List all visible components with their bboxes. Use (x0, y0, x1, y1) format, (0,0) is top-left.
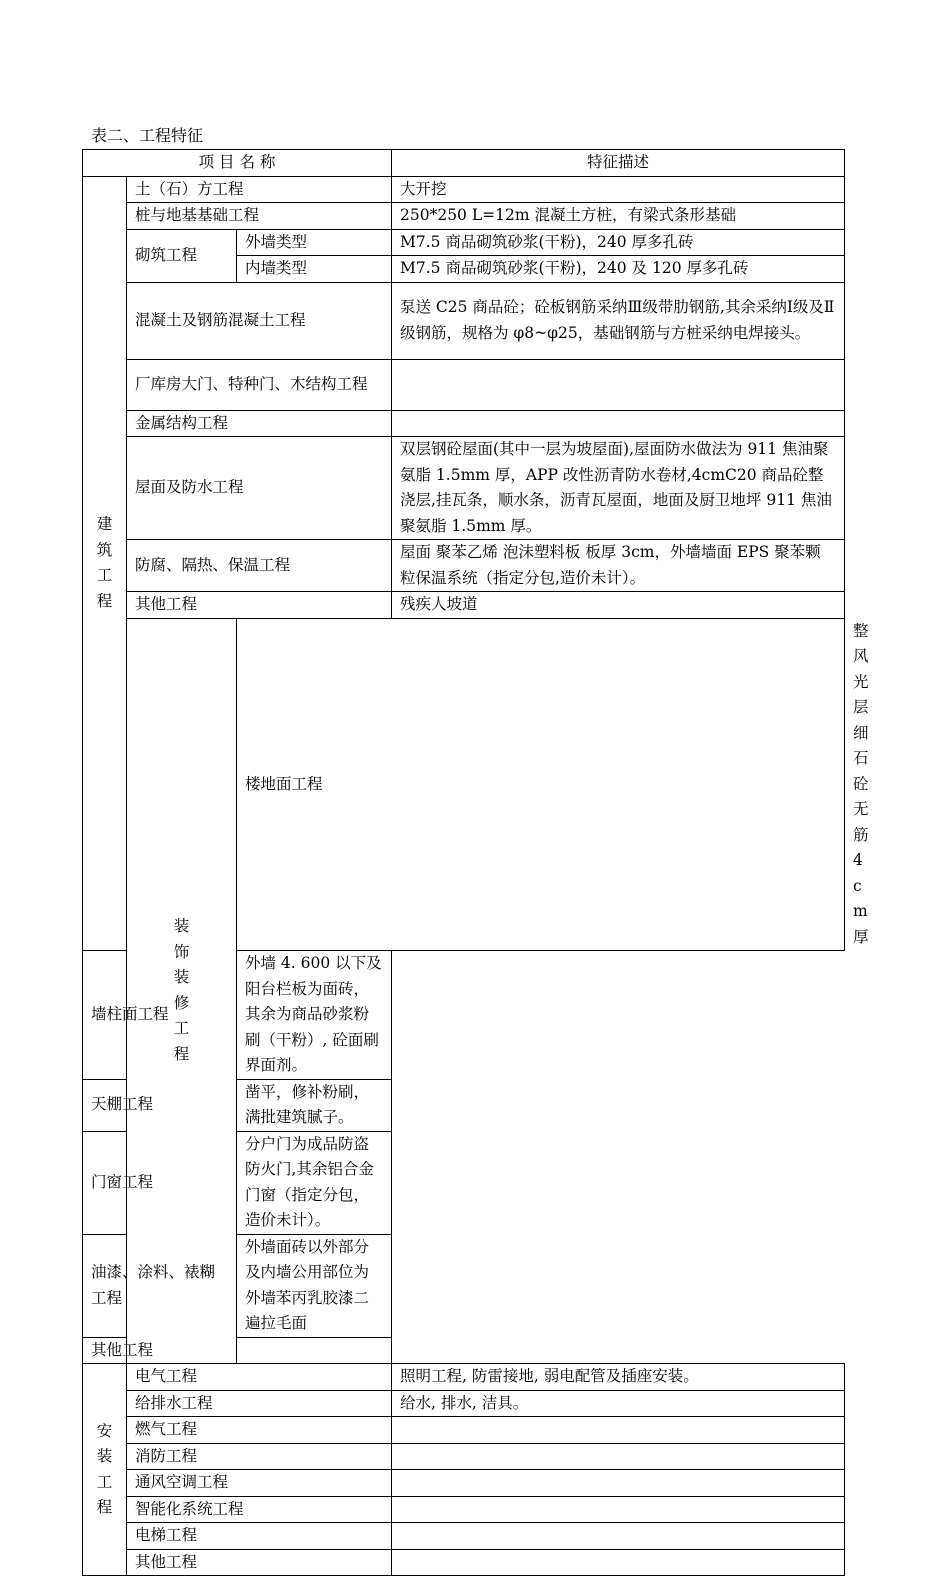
table-row (83, 951, 845, 1080)
item-name: 厂库房大门、特种门、木结构工程 (127, 359, 392, 410)
item-description: M7.5 商品砌筑砂浆(干粉)，240 厚多孔砖 (392, 229, 845, 256)
table-row (83, 1443, 845, 1470)
item-name: 天棚工程 (83, 1079, 237, 1131)
item-description: 250*250 L=12m 混凝土方桩，有梁式条形基础 (392, 203, 845, 230)
item-name: 桩与地基基础工程 (127, 203, 392, 230)
item-description: 残疾人坡道 (392, 592, 845, 619)
table-row (83, 1337, 845, 1364)
item-name: 其他工程 (127, 1549, 392, 1576)
header-feature-description: 特征描述 (392, 150, 845, 177)
table-row (83, 1417, 845, 1444)
table-row (83, 410, 845, 437)
table-row (83, 229, 845, 256)
item-name: 其他工程 (127, 592, 392, 619)
category-building (83, 176, 127, 951)
table-row (83, 203, 845, 230)
item-description: 屋面 聚苯乙烯 泡沫塑料板 板厚 3cm，外墙墙面 EPS 聚苯颗粒保温系统（指定分包,造价未计）。 (392, 540, 845, 592)
category-label: 建筑工程 (96, 515, 113, 610)
item-name: 燃气工程 (127, 1417, 392, 1444)
table-row (83, 176, 845, 203)
item-name: 土（石）方工程 (127, 176, 392, 203)
table-row (83, 1390, 845, 1417)
engineering-features-table (82, 149, 869, 1576)
category-label: 装饰装修工程 (173, 917, 190, 1063)
table-row: 装饰装修工程 楼地面工程 整风光层细石砼 无筋 4cm 厚 (83, 618, 845, 951)
table-row (83, 1496, 845, 1523)
item-description: 给水, 排水, 洁具。 (392, 1390, 845, 1417)
item-name: 墙柱面工程 (83, 951, 237, 1080)
item-description (392, 1549, 845, 1576)
table-row (83, 359, 845, 410)
item-name: 电梯工程 (127, 1523, 392, 1550)
table-row (83, 1131, 845, 1234)
category-installation (83, 1364, 127, 1576)
item-name: 消防工程 (127, 1443, 392, 1470)
item-name: 金属结构工程 (127, 410, 392, 437)
item-description: 双层钢砼屋面(其中一层为坡屋面),屋面防水做法为 911 焦油聚氨脂 1.5mm 厚，APP 改性沥青防水卷材,4cmC20 商品砼整浇层,挂瓦条，顺水条，沥青瓦屋面，地面及厨卫地坪 911 焦油聚氨脂 1.5mm 厚。 (392, 437, 845, 540)
item-name: 砌筑工程 (127, 229, 237, 282)
item-name: 防腐、隔热、保温工程 (127, 540, 392, 592)
item-name: 给排水工程 (127, 1390, 392, 1417)
header-item-name: 项 目 名 称 (83, 150, 392, 177)
item-name: 楼地面工程 (237, 618, 845, 951)
table-row (83, 1234, 845, 1337)
item-description (392, 1496, 845, 1523)
table-row (83, 592, 845, 619)
table-caption: 表二、工程特征 (91, 126, 204, 145)
item-name: 混凝土及钢筋混凝土工程 (127, 282, 392, 359)
sub-item-name: 外墙类型 (237, 229, 392, 256)
item-description (392, 1523, 845, 1550)
item-name: 其他工程 (83, 1337, 237, 1364)
item-description: 大开挖 (392, 176, 845, 203)
item-description: 外墙面砖以外部分及内墙公用部位为外墙苯丙乳胶漆二遍拉毛面 (237, 1234, 392, 1337)
item-description: 分户门为成品防盗防火门,其余铝合金门窗（指定分包，造价未计）。 (237, 1131, 392, 1234)
table-row (83, 282, 845, 359)
item-name: 油漆、涂料、裱糊工程 (83, 1234, 237, 1337)
table-row (83, 1079, 845, 1131)
item-name: 通风空调工程 (127, 1470, 392, 1497)
item-description: 凿平，修补粉刷，满批建筑腻子。 (237, 1079, 392, 1131)
item-description: 泵送 C25 商品砼；砼板钢筋采纳Ⅲ级带肋钢筋,其余采纳Ⅰ级及Ⅱ级钢筋，规格为 φ8~φ25，基础钢筋与方桩采纳电焊接头。 (392, 282, 845, 359)
item-description (392, 1417, 845, 1444)
item-description (392, 410, 845, 437)
item-description: 照明工程, 防雷接地, 弱电配管及插座安装。 (392, 1364, 845, 1391)
table-row (83, 437, 845, 540)
item-name: 门窗工程 (83, 1131, 237, 1234)
category-label: 安装工程 (96, 1421, 113, 1516)
item-description (392, 359, 845, 410)
table-row (83, 1549, 845, 1576)
table-row (83, 540, 845, 592)
table-row (83, 1364, 845, 1391)
item-description: M7.5 商品砌筑砂浆(干粉)，240 及 120 厚多孔砖 (392, 256, 845, 283)
sub-item-name: 内墙类型 (237, 256, 392, 283)
item-name: 屋面及防水工程 (127, 437, 392, 540)
item-name: 智能化系统工程 (127, 1496, 392, 1523)
table-header-row (83, 150, 845, 177)
item-description (392, 1470, 845, 1497)
item-description (392, 1443, 845, 1470)
item-description (237, 1337, 392, 1364)
table-row (83, 1470, 845, 1497)
table-row (83, 1523, 845, 1550)
item-name: 电气工程 (127, 1364, 392, 1391)
item-description: 外墙 4. 600 以下及阳台栏板为面砖，其余为商品砂浆粉刷（干粉）, 砼面刷界面剂。 (237, 951, 392, 1080)
